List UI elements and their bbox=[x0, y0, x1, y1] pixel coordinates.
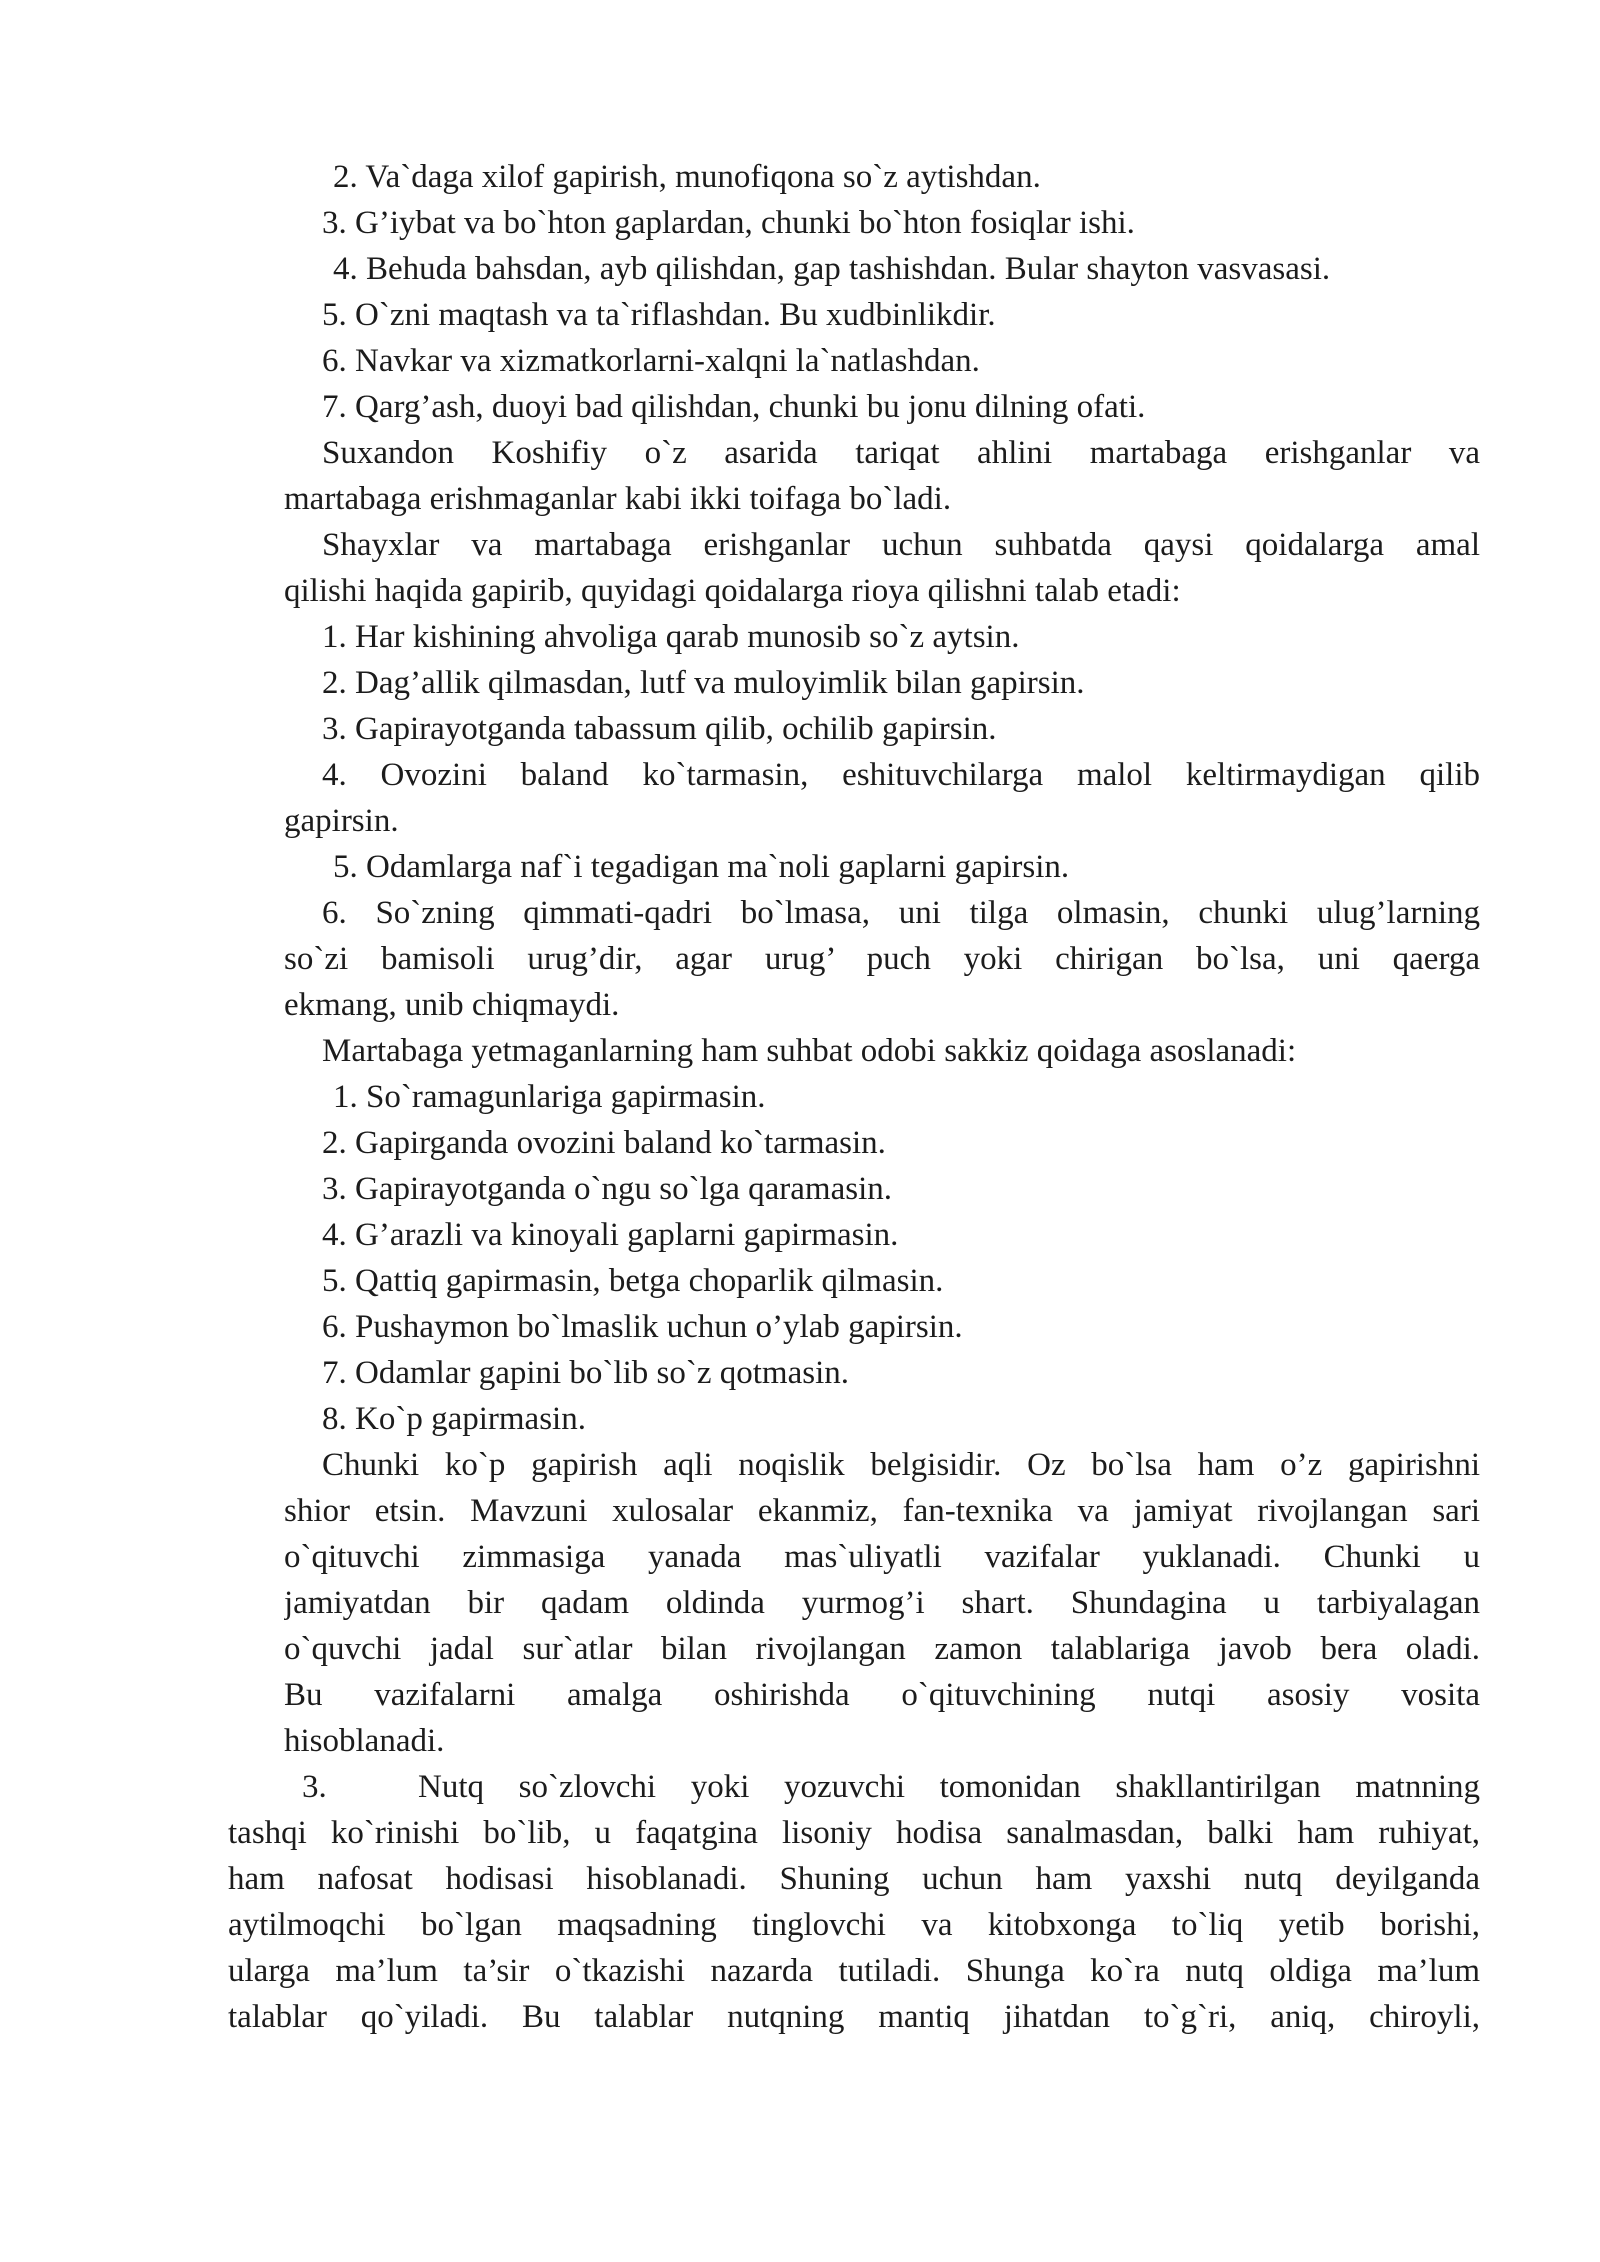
text-line: jamiyatdan bir qadam oldinda yurmog’i shart. Shundagina u tarbiyalagan bbox=[284, 1585, 1480, 1621]
text-line: qilishi haqida gapirib, quyidagi qoidalarga rioya qilishni talab etadi: bbox=[284, 573, 1181, 609]
text-line: talablar qo`yiladi. Bu talablar nutqning mantiq jihatdan to`g`ri, aniq, chiroyli, bbox=[228, 1999, 1480, 2035]
text-line: o`qituvchi zimmasiga yanada mas`uliyatli vazifalar yuklanadi. Chunki u bbox=[284, 1539, 1480, 1575]
text-line: shior etsin. Mavzuni xulosalar ekanmiz, fan-texnika va jamiyat rivojlangan sari bbox=[284, 1493, 1480, 1529]
text-line: 4. G’arazli va kinoyali gaplarni gapirmasin. bbox=[322, 1217, 899, 1253]
text-line: 2. Va`daga xilof gapirish, munofiqona so`z aytishdan. bbox=[333, 159, 1041, 195]
text-line: Martabaga yetmaganlarning ham suhbat odobi sakkiz qoidaga asoslanadi: bbox=[322, 1033, 1297, 1069]
text-line: 5. O`zni maqtash va ta`riflashdan. Bu xudbinlikdir. bbox=[322, 297, 996, 333]
text-line: 6. Pushaymon bo`lmaslik uchun o’ylab gapirsin. bbox=[322, 1309, 963, 1345]
text-line: Bu vazifalarni amalga oshirishda o`qituvchining nutqi asosiy vosita bbox=[284, 1677, 1480, 1713]
text-line: Suxandon Koshifiy o`z asarida tariqat ahlini martabaga erishganlar va bbox=[322, 435, 1480, 471]
text-line: ekmang, unib chiqmaydi. bbox=[284, 987, 620, 1023]
text-line: so`zi bamisoli urug’dir, agar urug’ puch yoki chirigan bo`lsa, uni qaerga bbox=[284, 941, 1480, 977]
text-line: 2. Dag’allik qilmasdan, lutf va muloyimlik bilan gapirsin. bbox=[322, 665, 1085, 701]
text-line: ham nafosat hodisasi hisoblanadi. Shuning uchun ham yaxshi nutq deyilganda bbox=[228, 1861, 1480, 1897]
text-line: 3. Gapirayotganda tabassum qilib, ochilib gapirsin. bbox=[322, 711, 997, 747]
text-line: 5. Odamlarga naf`i tegadigan ma`noli gaplarni gapirsin. bbox=[333, 849, 1070, 885]
text-line: o`quvchi jadal sur`atlar bilan rivojlangan zamon talablariga javob bera oladi. bbox=[284, 1631, 1480, 1667]
text-line: 4. Ovozini baland ko`tarmasin, eshituvchilarga malol keltirmaydigan qilib bbox=[322, 757, 1480, 793]
text-line: 6. Navkar va xizmatkorlarni-xalqni la`natlashdan. bbox=[322, 343, 980, 379]
text-line: Shayxlar va martabaga erishganlar uchun suhbatda qaysi qoidalarga amal bbox=[322, 527, 1480, 563]
text-line: Nutq so`zlovchi yoki yozuvchi tomonidan shakllantirilgan matnning bbox=[418, 1769, 1480, 1805]
text-line: 5. Qattiq gapirmasin, betga choparlik qilmasin. bbox=[322, 1263, 944, 1299]
text-line: 1. So`ramagunlariga gapirmasin. bbox=[333, 1079, 766, 1115]
text-line: martabaga erishmaganlar kabi ikki toifaga bo`ladi. bbox=[284, 481, 952, 517]
text-line: 7. Qarg’ash, duoyi bad qilishdan, chunki bu jonu dilning ofati. bbox=[322, 389, 1146, 425]
text-line: 2. Gapirganda ovozini baland ko`tarmasin. bbox=[322, 1125, 886, 1161]
text-line: ularga ma’lum ta’sir o`tkazishi nazarda tutiladi. Shunga ko`ra nutq oldiga ma’lum bbox=[228, 1953, 1480, 1989]
text-line: 6. So`zning qimmati-qadri bo`lmasa, uni tilga olmasin, chunki ulug’larning bbox=[322, 895, 1480, 931]
text-line: aytilmoqchi bo`lgan maqsadning tinglovchi va kitobxonga to`liq yetib borishi, bbox=[228, 1907, 1480, 1943]
text-line: tashqi ko`rinishi bo`lib, u faqatgina lisoniy hodisa sanalmasdan, balki ham ruhiyat, bbox=[228, 1815, 1480, 1851]
text-line: 3. Gapirayotganda o`ngu so`lga qaramasin. bbox=[322, 1171, 892, 1207]
text-line: 3. G’iybat va bo`hton gaplardan, chunki bo`hton fosiqlar ishi. bbox=[322, 205, 1135, 241]
section-number: 3. bbox=[302, 1769, 327, 1805]
text-line: 7. Odamlar gapini bo`lib so`z qotmasin. bbox=[322, 1355, 849, 1391]
text-line: Chunki ko`p gapirish aqli noqislik belgisidir. Oz bo`lsa ham o’z gapirishni bbox=[322, 1447, 1480, 1483]
text-line: hisoblanadi. bbox=[284, 1723, 445, 1759]
text-line: 4. Behuda bahsdan, ayb qilishdan, gap tashishdan. Bular shayton vasvasasi. bbox=[333, 251, 1331, 287]
text-line: 1. Har kishining ahvoliga qarab munosib so`z aytsin. bbox=[322, 619, 1020, 655]
text-line: gapirsin. bbox=[284, 803, 399, 839]
text-line: 8. Ko`p gapirmasin. bbox=[322, 1401, 586, 1437]
